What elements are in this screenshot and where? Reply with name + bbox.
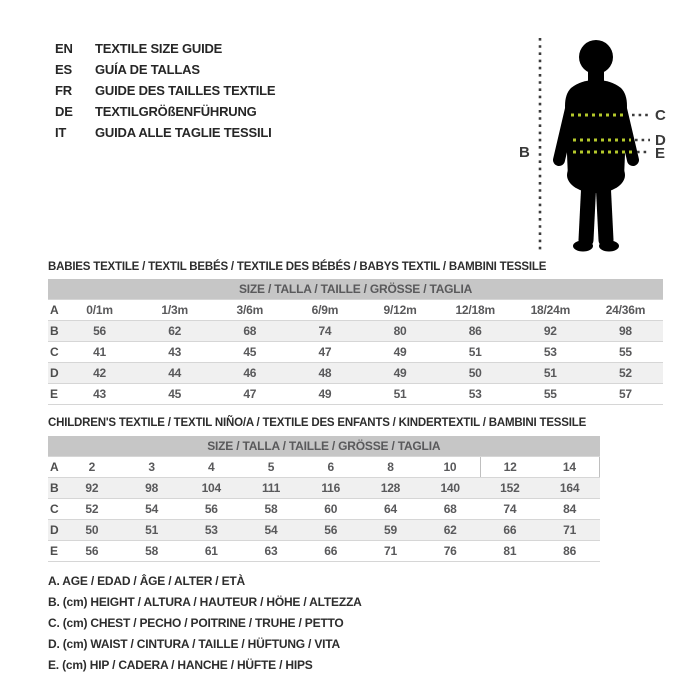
language-code: FR xyxy=(55,83,72,98)
size-cell: 86 xyxy=(438,321,513,342)
size-cell: 24/36m xyxy=(588,300,663,321)
size-cell: 164 xyxy=(540,478,600,499)
size-cell: 3/6m xyxy=(212,300,287,321)
size-cell: 53 xyxy=(513,342,588,363)
row-label: B xyxy=(48,321,62,342)
row-label: A xyxy=(48,457,62,478)
size-cell: 47 xyxy=(287,342,362,363)
size-cell: 66 xyxy=(301,541,361,562)
size-cell: 42 xyxy=(62,363,137,384)
size-cell: 48 xyxy=(287,363,362,384)
size-cell: 43 xyxy=(137,342,212,363)
size-cell: 98 xyxy=(122,478,182,499)
size-cell: 41 xyxy=(62,342,137,363)
children-table-header-row xyxy=(48,436,600,457)
child-silhouette-icon xyxy=(505,18,685,258)
size-cell: 12 xyxy=(480,457,540,478)
left-leg xyxy=(586,180,589,240)
size-table-row-B xyxy=(48,478,600,499)
size-cell: 49 xyxy=(287,384,362,405)
size-cell: 6/9m xyxy=(287,300,362,321)
size-cell: 12/18m xyxy=(438,300,513,321)
size-cell: 111 xyxy=(241,478,301,499)
left-foot xyxy=(573,241,593,252)
size-cell: 84 xyxy=(540,499,600,520)
babies-table-title: BABIES TEXTILE / TEXTIL BEBÉS / TEXTILE DES BÉBÉS / BABYS TEXTIL / BAMBINI TESSILE xyxy=(48,261,547,273)
size-cell: 55 xyxy=(588,342,663,363)
size-cell: 152 xyxy=(480,478,540,499)
size-cell: 1/3m xyxy=(137,300,212,321)
size-cell: 58 xyxy=(241,499,301,520)
size-table-row-E xyxy=(48,541,600,562)
label-waist-d: D xyxy=(655,132,666,149)
size-table-row-E xyxy=(48,384,663,405)
size-cell: 55 xyxy=(513,384,588,405)
size-cell: 74 xyxy=(287,321,362,342)
size-cell: 52 xyxy=(588,363,663,384)
size-table-row-B xyxy=(48,321,663,342)
size-table-header: SIZE / TALLA / TAILLE / GRÖSSE / TAGLIA xyxy=(48,436,600,457)
guide-title: TEXTILE SIZE GUIDE xyxy=(95,41,223,56)
size-cell: 71 xyxy=(361,541,421,562)
size-cell: 6 xyxy=(301,457,361,478)
babies-table-header-row xyxy=(48,279,663,300)
size-cell: 74 xyxy=(480,499,540,520)
size-cell: 56 xyxy=(62,541,122,562)
size-cell: 9/12m xyxy=(363,300,438,321)
language-title-list xyxy=(55,38,275,143)
child-body xyxy=(559,40,633,252)
size-cell: 49 xyxy=(363,363,438,384)
size-table-row-C xyxy=(48,499,600,520)
size-cell: 60 xyxy=(301,499,361,520)
size-cell: 8 xyxy=(361,457,421,478)
right-foot xyxy=(599,241,619,252)
language-code: ES xyxy=(55,62,72,77)
size-cell: 80 xyxy=(363,321,438,342)
guide-title: GUIDA ALLE TAGLIE TESSILI xyxy=(95,125,272,140)
legend-chest: C. (cm) CHEST / PECHO / POITRINE / TRUHE / PETTO xyxy=(48,616,344,630)
size-cell: 45 xyxy=(212,342,287,363)
size-cell: 63 xyxy=(241,541,301,562)
legend-waist: D. (cm) WAIST / CINTURA / TAILLE / HÜFTUNG / VITA xyxy=(48,637,340,651)
size-cell: 61 xyxy=(181,541,241,562)
children-table-title: CHILDREN'S TEXTILE / TEXTIL NIÑO/A / TEXTILE DES ENFANTS / KINDERTEXTIL / BAMBINI TESSILE xyxy=(48,417,587,429)
size-cell: 56 xyxy=(301,520,361,541)
language-row xyxy=(55,101,275,122)
size-cell: 98 xyxy=(588,321,663,342)
right-leg xyxy=(603,180,606,240)
size-cell: 51 xyxy=(363,384,438,405)
size-cell: 2 xyxy=(62,457,122,478)
size-cell: 49 xyxy=(363,342,438,363)
size-cell: 4 xyxy=(181,457,241,478)
row-label: D xyxy=(48,363,62,384)
language-code: IT xyxy=(55,125,67,140)
size-cell: 53 xyxy=(438,384,513,405)
size-cell: 68 xyxy=(420,499,480,520)
language-code: EN xyxy=(55,41,73,56)
size-table-row-C xyxy=(48,342,663,363)
size-cell: 56 xyxy=(62,321,137,342)
size-cell: 51 xyxy=(122,520,182,541)
guide-title: GUIDE DES TAILLES TEXTILE xyxy=(95,83,276,98)
label-hip-e: E xyxy=(655,145,666,162)
size-cell: 92 xyxy=(513,321,588,342)
language-row xyxy=(55,38,275,59)
size-cell: 44 xyxy=(137,363,212,384)
size-cell: 43 xyxy=(62,384,137,405)
language-row xyxy=(55,80,275,101)
size-cell: 64 xyxy=(361,499,421,520)
size-cell: 51 xyxy=(513,363,588,384)
measurement-figure xyxy=(505,18,685,258)
size-cell: 59 xyxy=(361,520,421,541)
language-code: DE xyxy=(55,104,73,119)
row-label: C xyxy=(48,342,62,363)
size-cell: 51 xyxy=(438,342,513,363)
size-cell: 57 xyxy=(588,384,663,405)
size-cell: 68 xyxy=(212,321,287,342)
size-cell: 0/1m xyxy=(62,300,137,321)
size-cell: 14 xyxy=(540,457,600,478)
size-cell: 76 xyxy=(420,541,480,562)
size-cell: 50 xyxy=(438,363,513,384)
size-cell: 52 xyxy=(62,499,122,520)
size-cell: 62 xyxy=(137,321,212,342)
guide-title: GUÍA DE TALLAS xyxy=(95,62,200,77)
size-cell: 47 xyxy=(212,384,287,405)
row-label: B xyxy=(48,478,62,499)
language-row xyxy=(55,122,275,143)
size-cell: 10 xyxy=(420,457,480,478)
size-cell: 104 xyxy=(181,478,241,499)
legend-age: A. AGE / EDAD / ÂGE / ALTER / ETÀ xyxy=(48,574,245,588)
size-table-row-D xyxy=(48,520,600,541)
size-cell: 50 xyxy=(62,520,122,541)
size-cell: 45 xyxy=(137,384,212,405)
size-table-row-D xyxy=(48,363,663,384)
size-table-header: SIZE / TALLA / TAILLE / GRÖSSE / TAGLIA xyxy=(48,279,663,300)
size-cell: 62 xyxy=(420,520,480,541)
legend-hip: E. (cm) HIP / CADERA / HANCHE / HÜFTE / HIPS xyxy=(48,658,313,672)
label-height-b: B xyxy=(519,144,530,161)
size-cell: 5 xyxy=(241,457,301,478)
size-cell: 81 xyxy=(480,541,540,562)
size-cell: 53 xyxy=(181,520,241,541)
guide-title: TEXTILGRÖßENFÜHRUNG xyxy=(95,104,257,119)
row-label: C xyxy=(48,499,62,520)
size-cell: 46 xyxy=(212,363,287,384)
measurement-legend xyxy=(48,571,362,676)
size-table-row-A xyxy=(48,457,600,478)
size-cell: 3 xyxy=(122,457,182,478)
size-table-row-A xyxy=(48,300,663,321)
size-cell: 58 xyxy=(122,541,182,562)
children-size-table xyxy=(48,436,600,562)
size-cell: 54 xyxy=(241,520,301,541)
label-chest-c: C xyxy=(655,107,666,124)
size-cell: 56 xyxy=(181,499,241,520)
size-cell: 116 xyxy=(301,478,361,499)
size-cell: 66 xyxy=(480,520,540,541)
row-label: D xyxy=(48,520,62,541)
size-cell: 86 xyxy=(540,541,600,562)
size-cell: 140 xyxy=(420,478,480,499)
row-label: E xyxy=(48,384,62,405)
size-cell: 54 xyxy=(122,499,182,520)
size-cell: 128 xyxy=(361,478,421,499)
row-label: A xyxy=(48,300,62,321)
language-row xyxy=(55,59,275,80)
size-cell: 71 xyxy=(540,520,600,541)
row-label: E xyxy=(48,541,62,562)
legend-height: B. (cm) HEIGHT / ALTURA / HAUTEUR / HÖHE / ALTEZZA xyxy=(48,595,362,609)
size-cell: 92 xyxy=(62,478,122,499)
babies-size-table xyxy=(48,279,663,405)
size-cell: 18/24m xyxy=(513,300,588,321)
